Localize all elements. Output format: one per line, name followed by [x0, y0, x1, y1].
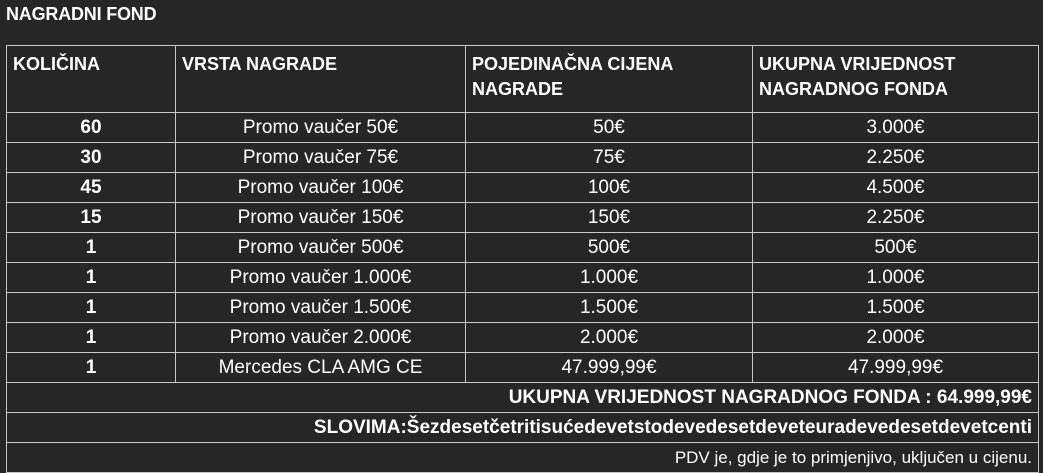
prize-type-cell: Promo vaučer 50€ [176, 113, 466, 143]
total-value-cell: 4.500€ [753, 173, 1039, 203]
unit-price-cell: 75€ [466, 143, 753, 173]
total-row [7, 383, 1039, 413]
table-row [7, 233, 1039, 263]
page-title: NAGRADNI FOND [6, 4, 157, 24]
table-row [7, 353, 1039, 383]
total-value-cell: 2.250€ [753, 203, 1039, 233]
table-row [7, 263, 1039, 293]
quantity-cell: 1 [7, 293, 176, 323]
quantity-cell: 1 [7, 263, 176, 293]
prize-fund-table [6, 45, 1039, 473]
prize-type-cell: Mercedes CLA AMG CE [176, 353, 466, 383]
total-value-cell: 1.500€ [753, 293, 1039, 323]
total-value-cell: 2.250€ [753, 143, 1039, 173]
table-row [7, 203, 1039, 233]
header-unit-price: POJEDINAČNA CIJENA NAGRADE [466, 46, 753, 113]
table-row [7, 173, 1039, 203]
words-row [7, 413, 1039, 443]
quantity-cell: 45 [7, 173, 176, 203]
unit-price-cell: 2.000€ [466, 323, 753, 353]
header-prize-type: VRSTA NAGRADE [176, 46, 466, 113]
quantity-cell: 15 [7, 203, 176, 233]
vat-note: PDV je, gdje je to primjenjivo, uključen u cijenu. [7, 443, 1039, 473]
vat-row [7, 443, 1039, 473]
table-row [7, 143, 1039, 173]
prize-type-cell: Promo vaučer 1.000€ [176, 263, 466, 293]
prize-type-cell: Promo vaučer 2.000€ [176, 323, 466, 353]
table-row [7, 113, 1039, 143]
total-value-line: UKUPNA VRIJEDNOST NAGRADNOG FONDA : 64.999,99€ [7, 383, 1039, 413]
header-total-value: UKUPNA VRIJEDNOST NAGRADNOG FONDA [753, 46, 1039, 113]
unit-price-cell: 500€ [466, 233, 753, 263]
unit-price-cell: 1.500€ [466, 293, 753, 323]
total-value-cell: 1.000€ [753, 263, 1039, 293]
unit-price-cell: 47.999,99€ [466, 353, 753, 383]
unit-price-cell: 100€ [466, 173, 753, 203]
prize-type-cell: Promo vaučer 1.500€ [176, 293, 466, 323]
quantity-cell: 1 [7, 233, 176, 263]
quantity-cell: 1 [7, 353, 176, 383]
unit-price-cell: 50€ [466, 113, 753, 143]
unit-price-cell: 150€ [466, 203, 753, 233]
quantity-cell: 60 [7, 113, 176, 143]
prize-type-cell: Promo vaučer 75€ [176, 143, 466, 173]
prize-type-cell: Promo vaučer 150€ [176, 203, 466, 233]
amount-in-words-line: SLOVIMA:Šezdesetčetritisućedevetstodevedesetdeveteuradevedesetdevetcenti [7, 413, 1039, 443]
total-value-cell: 3.000€ [753, 113, 1039, 143]
quantity-cell: 30 [7, 143, 176, 173]
table-header-row [7, 46, 1039, 113]
unit-price-cell: 1.000€ [466, 263, 753, 293]
total-value-cell: 47.999,99€ [753, 353, 1039, 383]
header-quantity: KOLIČINA [7, 46, 176, 113]
table-row [7, 323, 1039, 353]
total-value-cell: 500€ [753, 233, 1039, 263]
quantity-cell: 1 [7, 323, 176, 353]
prize-type-cell: Promo vaučer 100€ [176, 173, 466, 203]
total-value-cell: 2.000€ [753, 323, 1039, 353]
prize-type-cell: Promo vaučer 500€ [176, 233, 466, 263]
table-row [7, 293, 1039, 323]
